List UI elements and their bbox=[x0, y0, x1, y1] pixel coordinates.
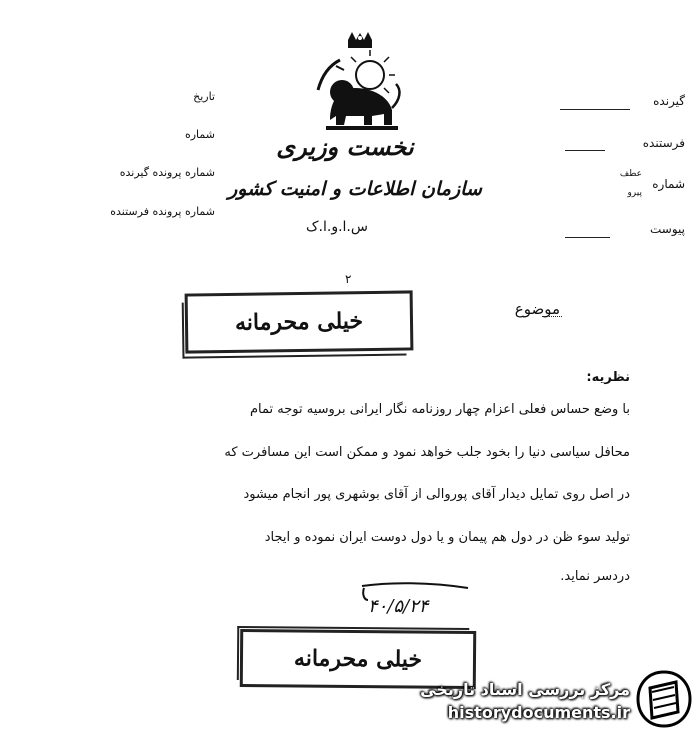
body-text-line: با وضع حساس فعلی اعزام چهار روزنامه نگار ایرانی بروسیه توجه تمام bbox=[249, 402, 630, 417]
subject-dots bbox=[542, 316, 562, 317]
field-receiver-label: گیرنده bbox=[653, 94, 685, 108]
field-motaf-label: عطف bbox=[619, 169, 642, 179]
organization-title: نخست وزیری bbox=[276, 132, 414, 161]
body-text-line: در اصل روی تمایل دیدار آقای پوروالی از آقای بوشهری پور انجام میشود bbox=[243, 487, 630, 502]
attachment-underline bbox=[565, 237, 610, 238]
field-attachment-label: پیوست bbox=[650, 222, 685, 236]
field-sender-label: فرستنده bbox=[642, 136, 685, 150]
watermark-title: مرکز بررسی اسناد تاریخی bbox=[420, 680, 630, 699]
field-receiver-file-label: شماره پرونده گیرنده bbox=[119, 166, 215, 179]
field-number-label: شماره bbox=[184, 128, 215, 141]
receiver-underline bbox=[560, 109, 630, 110]
stamp-number: ۲ bbox=[345, 272, 352, 286]
body-text-line: تولید سوء ظن در دول هم پیمان و یا دول دوست ایران نموده و ایجاد bbox=[264, 530, 630, 545]
classification-stamp-top-text: خیلی محرمانه bbox=[234, 308, 364, 336]
body-text-line: محافل سیاسی دنیا را بخود جلب خواهد نمود و ممکن است این مسافرت که bbox=[224, 445, 630, 460]
lion-and-sun-emblem-icon bbox=[300, 30, 410, 140]
organization-subtitle: سازمان اطلاعات و امنیت کشور bbox=[228, 178, 482, 200]
handwritten-date: ۴۰/۵/۲۴ bbox=[368, 596, 429, 617]
body-text-line: دردسر نماید. bbox=[560, 569, 630, 584]
field-sender-file-label: شماره پرونده فرستنده bbox=[110, 205, 215, 218]
classification-stamp-bottom-text: خیلی محرمانه bbox=[293, 645, 423, 673]
organization-code: س.ا.و.ا.ک bbox=[306, 219, 368, 235]
sender-underline bbox=[565, 150, 605, 151]
watermark-url: historydocuments.ir bbox=[447, 703, 630, 722]
history-documents-logo-icon bbox=[636, 668, 692, 730]
field-date-label: تاریخ bbox=[193, 90, 215, 103]
field-right-number-label: شماره bbox=[652, 177, 685, 191]
classification-stamp-top bbox=[185, 290, 414, 353]
comment-label: نظریه: bbox=[586, 370, 630, 385]
field-peyro-label: پیرو bbox=[627, 188, 642, 198]
subject-label: موضوع bbox=[514, 300, 560, 318]
